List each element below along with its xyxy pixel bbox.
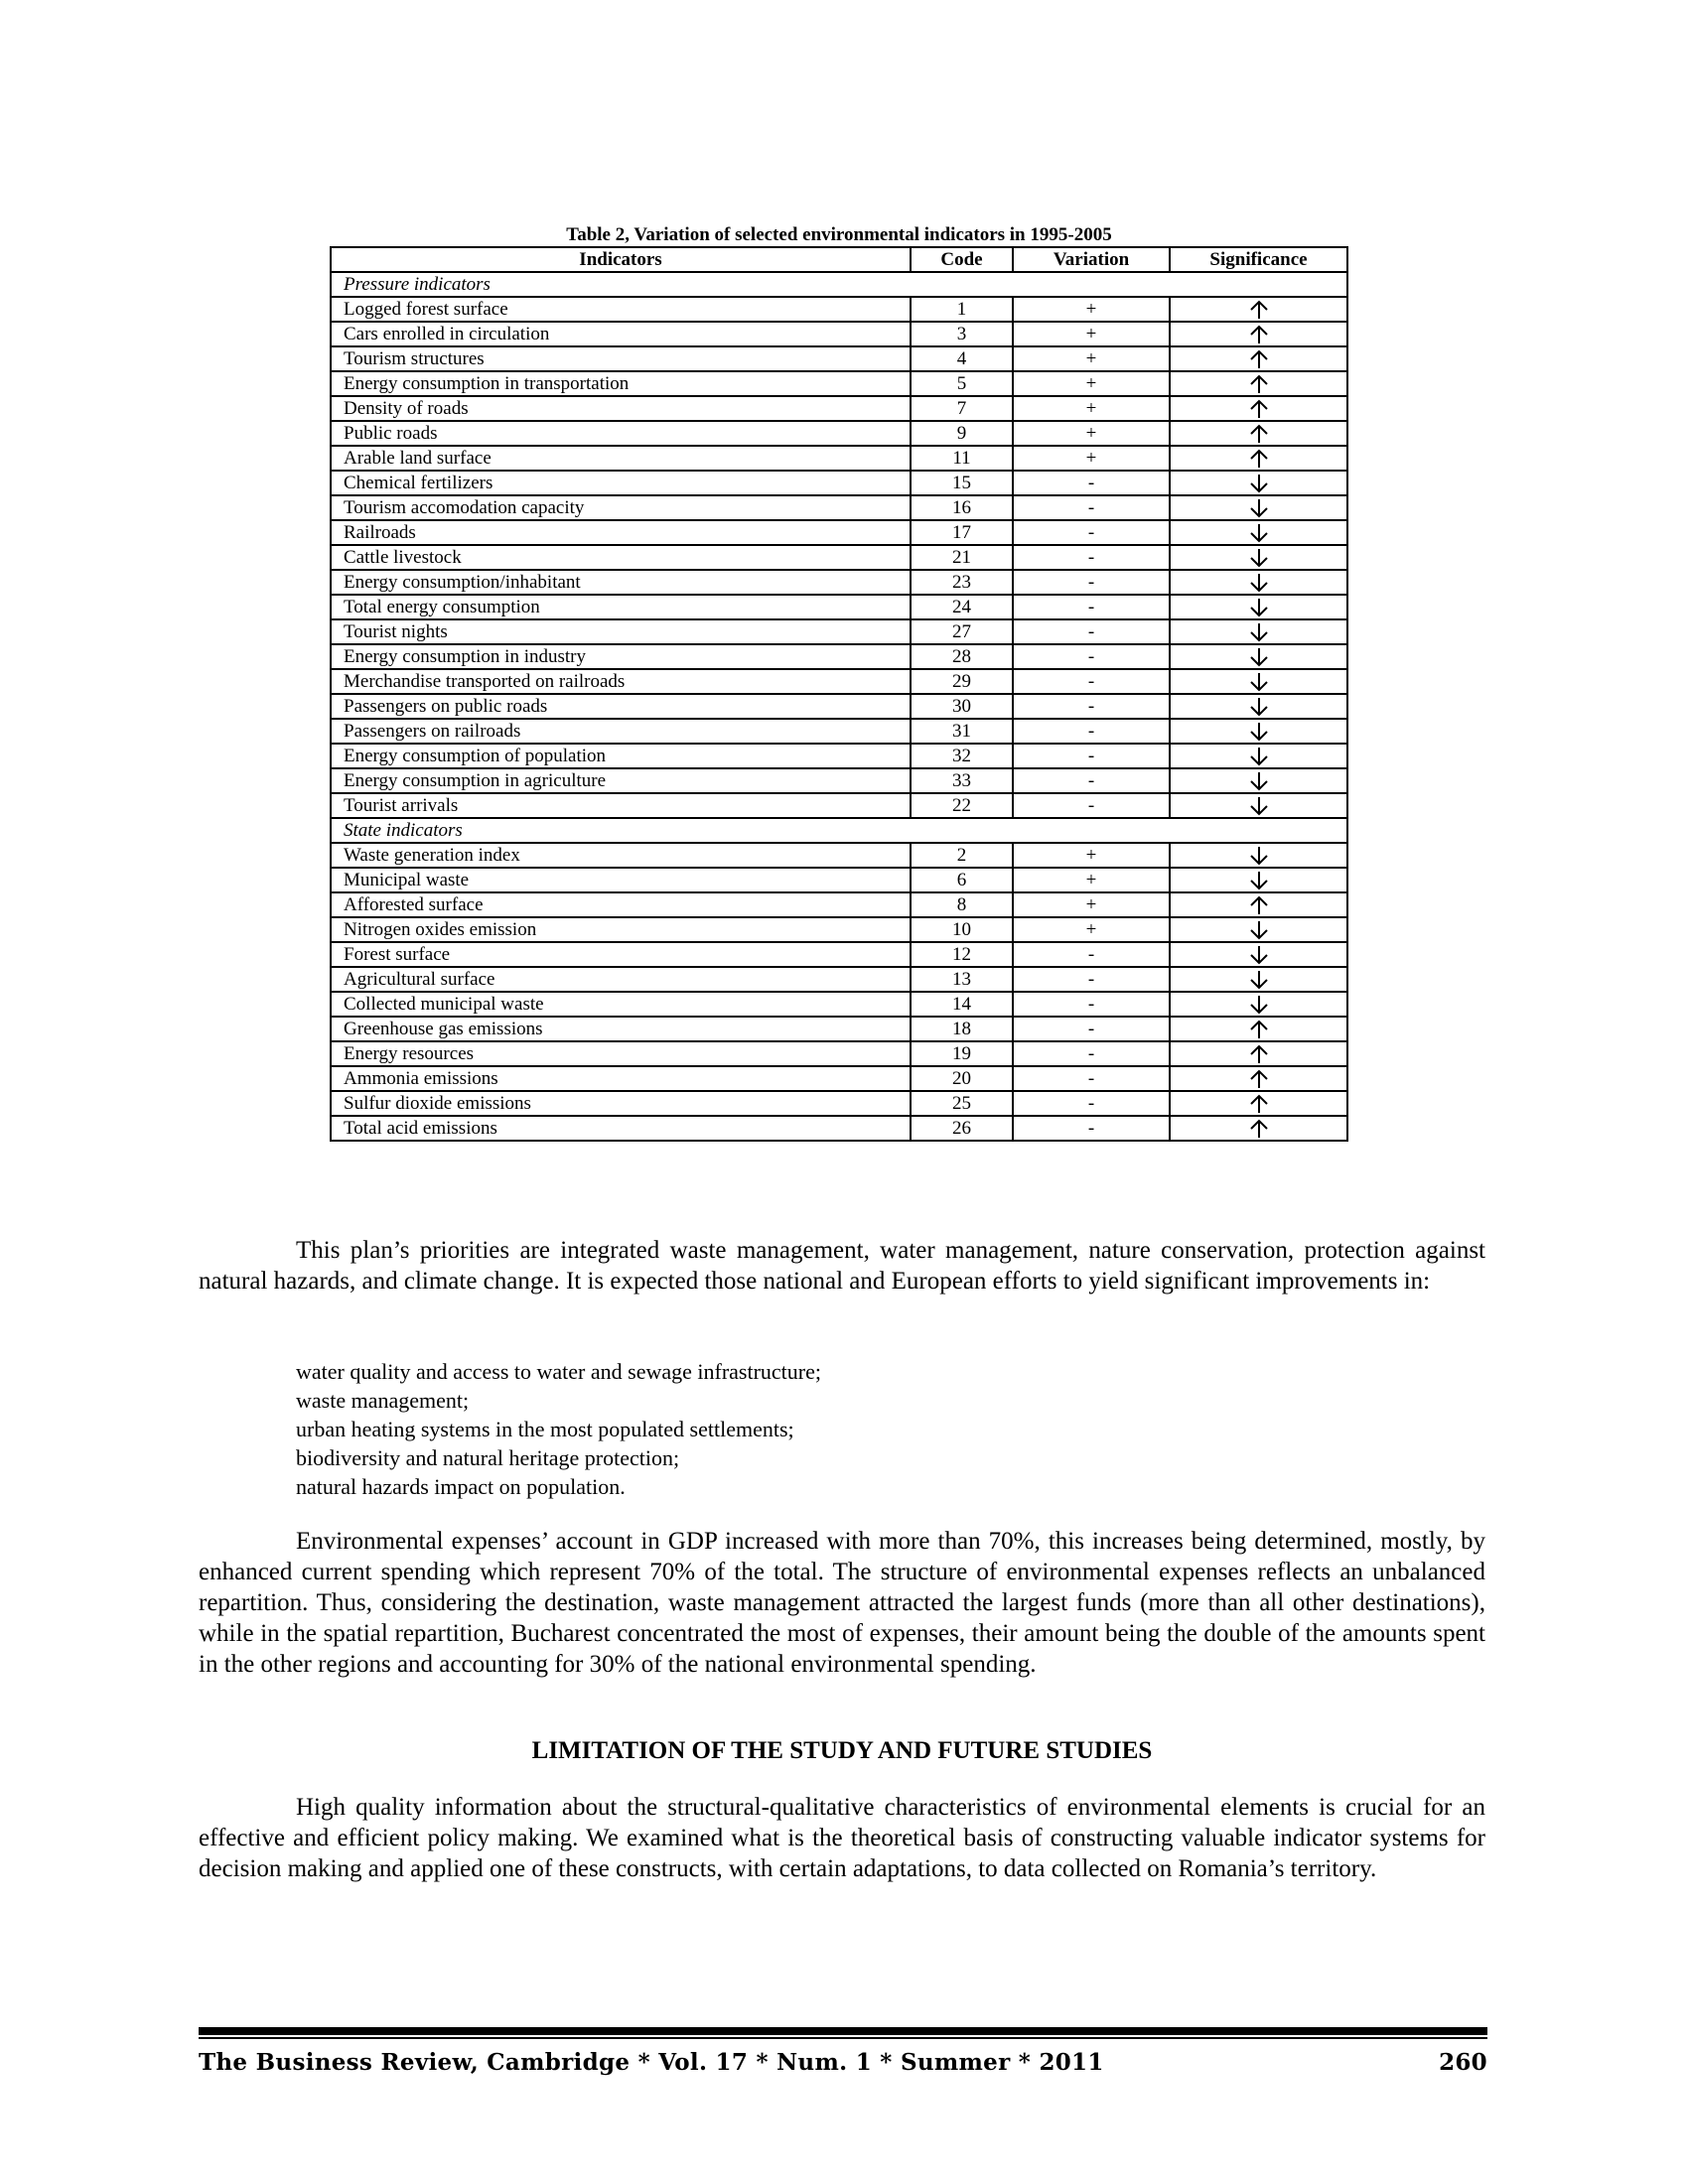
significance-cell [1170,917,1347,942]
variation-cell: + [1013,917,1170,942]
significance-cell [1170,1116,1347,1141]
indicator-cell: Municipal waste [331,868,911,892]
significance-cell [1170,619,1347,644]
section-label: State indicators [331,818,1347,843]
table-row [331,396,1347,421]
code-cell: 33 [911,768,1013,793]
code-cell: 10 [911,917,1013,942]
code-cell: 32 [911,744,1013,768]
variation-cell: + [1013,297,1170,322]
table-row [331,917,1347,942]
table-row [331,1041,1347,1066]
arrow-down-icon [1248,771,1270,791]
arrow-down-icon [1248,523,1270,543]
significance-cell [1170,595,1347,619]
significance-cell [1170,669,1347,694]
header-indicators: Indicators [331,247,911,272]
indicator-cell: Tourist nights [331,619,911,644]
code-cell: 15 [911,471,1013,495]
arrow-up-icon [1248,1119,1270,1139]
footer-journal: The Business Review, Cambridge * Vol. 17 * Num. 1 * Summer * 2011 [199,2049,1104,2076]
indicators-table-block [330,224,1348,1142]
variation-cell: - [1013,992,1170,1017]
indicator-cell: Sulfur dioxide emissions [331,1091,911,1116]
variation-cell: - [1013,1116,1170,1141]
table-row [331,619,1347,644]
variation-cell: + [1013,322,1170,346]
indicator-cell: Tourism accomodation capacity [331,495,911,520]
significance-cell [1170,396,1347,421]
code-cell: 3 [911,322,1013,346]
code-cell: 6 [911,868,1013,892]
code-cell: 31 [911,719,1013,744]
arrow-up-icon [1248,1069,1270,1089]
code-cell: 29 [911,669,1013,694]
variation-cell: - [1013,694,1170,719]
code-cell: 7 [911,396,1013,421]
table-section-row [331,818,1347,843]
arrow-down-icon [1248,722,1270,742]
table-row [331,297,1347,322]
table-row [331,1017,1347,1041]
indicator-cell: Cattle livestock [331,545,911,570]
arrow-down-icon [1248,672,1270,692]
variation-cell: + [1013,843,1170,868]
indicator-cell: Total energy consumption [331,595,911,619]
indicator-cell: Afforested surface [331,892,911,917]
significance-cell [1170,520,1347,545]
variation-cell: + [1013,371,1170,396]
table-row [331,967,1347,992]
significance-cell [1170,545,1347,570]
header-code: Code [911,247,1013,272]
indicator-cell: Chemical fertilizers [331,471,911,495]
significance-cell [1170,644,1347,669]
variation-cell: - [1013,669,1170,694]
section-heading: LIMITATION OF THE STUDY AND FUTURE STUDIES [531,1737,1153,1764]
variation-cell: - [1013,545,1170,570]
code-cell: 12 [911,942,1013,967]
table-section-row [331,272,1347,297]
variation-cell: - [1013,793,1170,818]
code-cell: 19 [911,1041,1013,1066]
arrow-up-icon [1248,300,1270,320]
section-label: Pressure indicators [331,272,1347,297]
significance-cell [1170,768,1347,793]
improvements-list [296,1357,821,1501]
significance-cell [1170,694,1347,719]
code-cell: 11 [911,446,1013,471]
code-cell: 8 [911,892,1013,917]
significance-cell [1170,570,1347,595]
arrow-down-icon [1248,970,1270,990]
significance-cell [1170,371,1347,396]
table-row [331,595,1347,619]
table-row [331,868,1347,892]
code-cell: 23 [911,570,1013,595]
list-item: natural hazards impact on population. [296,1474,626,1499]
table-row [331,545,1347,570]
table-row [331,322,1347,346]
code-cell: 30 [911,694,1013,719]
code-cell: 21 [911,545,1013,570]
arrow-up-icon [1248,895,1270,915]
variation-cell: - [1013,942,1170,967]
significance-cell [1170,843,1347,868]
table-row [331,942,1347,967]
indicator-cell: Passengers on public roads [331,694,911,719]
significance-cell [1170,421,1347,446]
arrow-up-icon [1248,1044,1270,1064]
paragraph-limitations: High quality information about the structural-qualitative characteristics of environmental elements is crucial for an effective and efficient policy making. We examined what is the theoretical basis of constructing valuable indicator systems for decision making and applied one of these constructs, with certain adaptations, to data collected on Romania’s territory. [199,1794,1485,1882]
variation-cell: + [1013,346,1170,371]
code-cell: 18 [911,1017,1013,1041]
variation-cell: - [1013,1017,1170,1041]
significance-cell [1170,495,1347,520]
variation-cell: - [1013,1091,1170,1116]
variation-cell: - [1013,1066,1170,1091]
table-row [331,520,1347,545]
arrow-down-icon [1248,871,1270,890]
arrow-down-icon [1248,697,1270,717]
table-title: Table 2, Variation of selected environmental indicators in 1995-2005 [566,224,1112,245]
variation-cell: - [1013,471,1170,495]
arrow-down-icon [1248,846,1270,866]
variation-cell: - [1013,570,1170,595]
variation-cell: - [1013,719,1170,744]
table-row [331,843,1347,868]
paragraph-plan-priorities: This plan’s priorities are integrated waste management, water management, nature conservation, protection against natural hazards, and climate change. It is expected those national and European efforts to yield significant improvements in: [199,1237,1485,1295]
footer-rule-thick [199,2027,1487,2035]
code-cell: 25 [911,1091,1013,1116]
variation-cell: - [1013,520,1170,545]
arrow-down-icon [1248,747,1270,766]
list-item: biodiversity and natural heritage protection; [296,1445,680,1470]
indicator-cell: Tourism structures [331,346,911,371]
arrow-up-icon [1248,325,1270,344]
table-row [331,644,1347,669]
indicator-cell: Merchandise transported on railroads [331,669,911,694]
header-significance: Significance [1170,247,1347,272]
significance-cell [1170,446,1347,471]
indicator-cell: Waste generation index [331,843,911,868]
code-cell: 27 [911,619,1013,644]
arrow-down-icon [1248,920,1270,940]
table-row [331,346,1347,371]
indicator-cell: Energy consumption in agriculture [331,768,911,793]
indicator-cell: Total acid emissions [331,1116,911,1141]
list-item: urban heating systems in the most populated settlements; [296,1417,794,1441]
variation-cell: - [1013,644,1170,669]
variation-cell: + [1013,868,1170,892]
indicator-cell: Arable land surface [331,446,911,471]
table-row [331,1091,1347,1116]
list-item: water quality and access to water and sewage infrastructure; [296,1359,821,1384]
table-row [331,471,1347,495]
variation-cell: - [1013,595,1170,619]
indicator-cell: Cars enrolled in circulation [331,322,911,346]
table-row [331,495,1347,520]
code-cell: 16 [911,495,1013,520]
indicators-table [330,246,1348,1142]
arrow-down-icon [1248,796,1270,816]
indicator-cell: Collected municipal waste [331,992,911,1017]
significance-cell [1170,719,1347,744]
variation-cell: + [1013,446,1170,471]
arrow-down-icon [1248,474,1270,493]
indicator-cell: Energy resources [331,1041,911,1066]
indicator-cell: Greenhouse gas emissions [331,1017,911,1041]
significance-cell [1170,793,1347,818]
code-cell: 5 [911,371,1013,396]
arrow-up-icon [1248,349,1270,369]
indicator-cell: Forest surface [331,942,911,967]
code-cell: 24 [911,595,1013,619]
indicator-cell: Passengers on railroads [331,719,911,744]
arrow-down-icon [1248,573,1270,593]
indicator-cell: Energy consumption in transportation [331,371,911,396]
significance-cell [1170,1091,1347,1116]
table-row [331,768,1347,793]
arrow-up-icon [1248,399,1270,419]
significance-cell [1170,1017,1347,1041]
list-item: waste management; [296,1388,470,1413]
paragraph-environmental-expenses: Environmental expenses’ account in GDP increased with more than 70%, this increases being determined, mostly, by enhanced current spending which represent 70% of the total. The structure of environmental expenses reflects an unbalanced repartition. Thus, considering the destination, waste management attracted the largest funds (more than all other destinations), while in the spatial repartition, Bucharest concentrated the most of expenses, their amount being the double of the amounts spent in the other regions and accounting for 30% of the national environmental spending. [199,1528,1485,1678]
code-cell: 13 [911,967,1013,992]
code-cell: 9 [911,421,1013,446]
variation-cell: + [1013,421,1170,446]
table-body [331,272,1347,1141]
indicator-cell: Nitrogen oxides emission [331,917,911,942]
table-row [331,744,1347,768]
indicator-cell: Tourist arrivals [331,793,911,818]
significance-cell [1170,471,1347,495]
code-cell: 14 [911,992,1013,1017]
significance-cell [1170,1041,1347,1066]
arrow-down-icon [1248,647,1270,667]
table-row [331,892,1347,917]
arrow-down-icon [1248,598,1270,617]
table-row [331,421,1347,446]
code-cell: 4 [911,346,1013,371]
variation-cell: - [1013,495,1170,520]
code-cell: 17 [911,520,1013,545]
significance-cell [1170,346,1347,371]
table-row [331,371,1347,396]
arrow-down-icon [1248,995,1270,1015]
variation-cell: - [1013,744,1170,768]
arrow-down-icon [1248,548,1270,568]
variation-cell: - [1013,768,1170,793]
indicator-cell: Logged forest surface [331,297,911,322]
table-row [331,1066,1347,1091]
code-cell: 26 [911,1116,1013,1141]
table-row [331,719,1347,744]
variation-cell: - [1013,967,1170,992]
significance-cell [1170,297,1347,322]
code-cell: 1 [911,297,1013,322]
code-cell: 22 [911,793,1013,818]
significance-cell [1170,1066,1347,1091]
table-row [331,570,1347,595]
indicator-cell: Density of roads [331,396,911,421]
arrow-up-icon [1248,449,1270,469]
indicator-cell: Energy consumption in industry [331,644,911,669]
variation-cell: - [1013,619,1170,644]
arrow-up-icon [1248,424,1270,444]
table-row [331,669,1347,694]
table-header-row [331,247,1347,272]
significance-cell [1170,992,1347,1017]
arrow-down-icon [1248,945,1270,965]
variation-cell: + [1013,892,1170,917]
variation-cell: - [1013,1041,1170,1066]
significance-cell [1170,322,1347,346]
footer-rule-thin [199,2037,1487,2039]
indicator-cell: Energy consumption/inhabitant [331,570,911,595]
arrow-up-icon [1248,1020,1270,1039]
significance-cell [1170,868,1347,892]
variation-cell: + [1013,396,1170,421]
page-number: 260 [1439,2049,1487,2076]
indicator-cell: Energy consumption of population [331,744,911,768]
indicator-cell: Agricultural surface [331,967,911,992]
significance-cell [1170,744,1347,768]
indicator-cell: Ammonia emissions [331,1066,911,1091]
arrow-up-icon [1248,1094,1270,1114]
table-row [331,694,1347,719]
code-cell: 28 [911,644,1013,669]
significance-cell [1170,892,1347,917]
arrow-up-icon [1248,374,1270,394]
code-cell: 2 [911,843,1013,868]
table-row [331,992,1347,1017]
table-row [331,793,1347,818]
indicator-cell: Public roads [331,421,911,446]
indicator-cell: Railroads [331,520,911,545]
table-row [331,1116,1347,1141]
arrow-down-icon [1248,498,1270,518]
significance-cell [1170,942,1347,967]
header-variation: Variation [1013,247,1170,272]
code-cell: 20 [911,1066,1013,1091]
arrow-down-icon [1248,622,1270,642]
table-row [331,446,1347,471]
significance-cell [1170,967,1347,992]
